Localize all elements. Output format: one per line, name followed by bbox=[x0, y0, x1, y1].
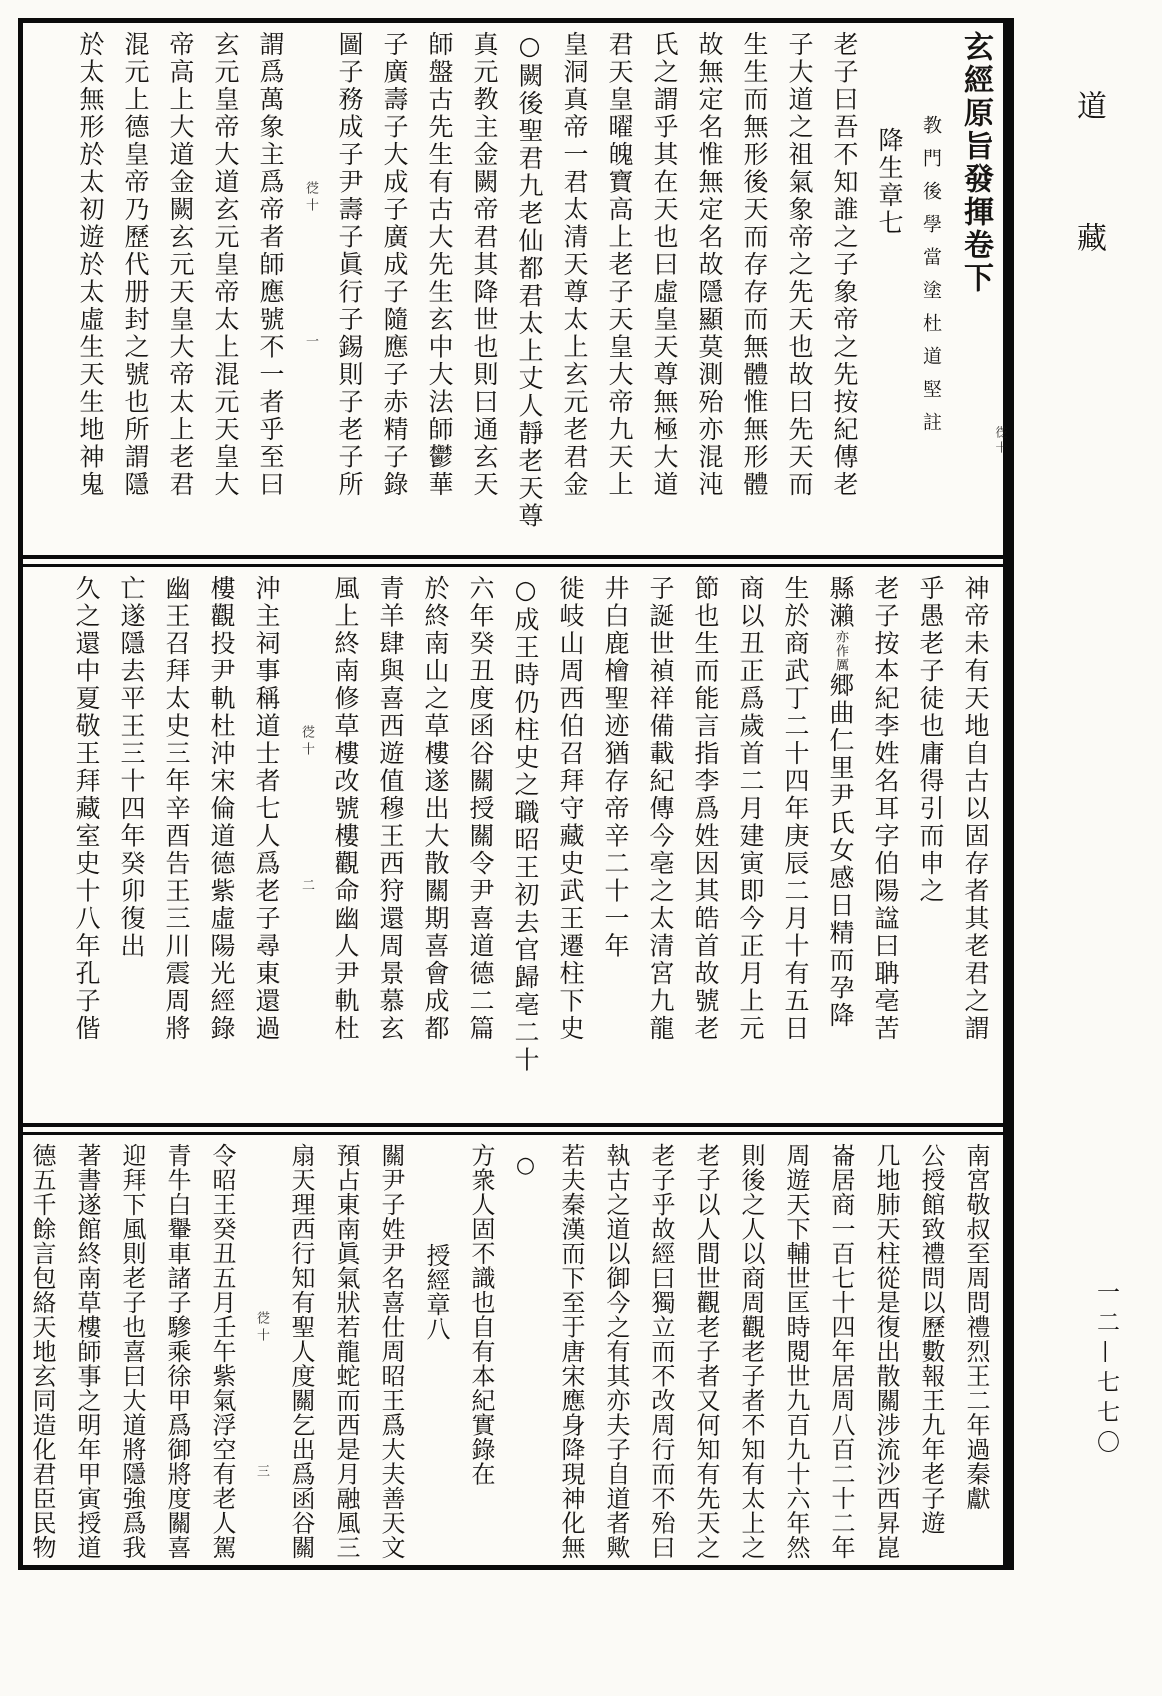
text-column: 青羊肆與喜西遊值穆王西狩還周景慕玄 bbox=[376, 575, 405, 1043]
text-column: ○成王時仍柱史之職昭王初去官歸亳二十 bbox=[511, 575, 540, 1074]
page-frame bbox=[18, 18, 1014, 1570]
text-column: 公授館致禮問以歷數報王九年老子遊 bbox=[917, 1143, 945, 1535]
text-column: 幽王召拜太史三年辛酉告王三川震周將 bbox=[162, 575, 191, 1043]
text-column: 六年癸丑度函谷關授關令尹喜道德二篇 bbox=[466, 575, 495, 1043]
text-column: 沖主祠事稱道士者七人爲老子尋東還過 bbox=[252, 575, 281, 1043]
text-column: 子誕世禎祥備載紀傳今亳之太清宮九龍 bbox=[646, 575, 675, 1043]
text-column: 於太無形於太初遊於太虛生天生地神鬼 bbox=[76, 31, 105, 499]
text-column: 神帝未有天地自古以固存者其老君之謂 bbox=[961, 575, 990, 1043]
folio-marker: 徔十 三 bbox=[254, 1311, 269, 1481]
text-column: 商以丑正爲歲首二月建寅即今正月上元 bbox=[736, 575, 765, 1043]
folio-marker: 徔十 二 bbox=[299, 725, 314, 895]
text-column: 老子以人間世觀老子者又何知有先天之 bbox=[692, 1143, 720, 1560]
text-column: 扇天理西行知有聖人度關乞出爲函谷關 bbox=[287, 1143, 315, 1560]
text-column: 久之還中夏敬王拜藏室史十八年孔子偕 bbox=[72, 575, 101, 1043]
text-column: 若夫秦漢而下至于唐宋應身降現神化無 bbox=[557, 1143, 585, 1560]
chapter-heading: 降生章七 bbox=[875, 127, 904, 237]
text-column: 氏之謂乎其在天也曰虛皇天尊無極大道 bbox=[650, 31, 679, 499]
text-column: 方衆人固不識也自有本紀實錄在 bbox=[467, 1143, 495, 1486]
text-column: 圖子務成子尹壽子眞行子錫則子老子所 bbox=[335, 31, 364, 499]
text-column: 崙居商一百七十四年居周八百二十二年 bbox=[827, 1143, 855, 1560]
text-column: 關尹子姓尹名喜仕周昭王爲大夫善天文 bbox=[377, 1143, 405, 1560]
register-bottom bbox=[23, 1135, 1003, 1565]
text-column bbox=[825, 575, 856, 1119]
chapter-heading: 授經章八 bbox=[422, 1243, 450, 1341]
text-column: 混元上德皇帝乃歷代册封之號也所謂隱 bbox=[121, 31, 150, 499]
text-column: 青牛白轝車諸子驂乘徐甲爲御將度關喜 bbox=[163, 1143, 191, 1560]
text-column: 老子按本紀李姓名耳字伯陽諡曰聃亳苦 bbox=[871, 575, 900, 1043]
band-divider bbox=[23, 1123, 1003, 1135]
text-column: 預占東南眞氣狀若龍蛇而西是月融風三 bbox=[332, 1143, 360, 1560]
section-circle: ○ bbox=[513, 1153, 538, 1179]
text-column: 著書遂館終南草樓師事之明年甲寅授道 bbox=[73, 1143, 101, 1560]
commentator-column: 教門後學當塗杜道堅註 bbox=[920, 115, 942, 445]
text-column: 南宮敬叔至周問禮烈王二年過秦獻 bbox=[962, 1143, 990, 1511]
book-title-column: 玄經原旨發揮卷下 bbox=[958, 31, 993, 295]
text-run: 郷曲仁里尹氏女感日精而孕降 bbox=[826, 672, 855, 1030]
text-column: 老子曰吾不知誰之子象帝之先按紀傳老 bbox=[830, 31, 859, 499]
text-column: 井白鹿檜聖迹猶存帝辛二十一年 bbox=[601, 575, 630, 960]
text-column: 風上終南修草樓改號樓觀命幽人尹軌杜 bbox=[331, 575, 360, 1043]
text-column: 亡遂隱去平王三十四年癸卯復出 bbox=[117, 575, 146, 960]
text-column: 老子乎故經曰獨立而不改周行而不殆曰 bbox=[647, 1143, 675, 1560]
band-divider bbox=[23, 555, 1003, 567]
text-column: 執古之道以御今之有其亦夫子自道者歟 bbox=[602, 1143, 630, 1560]
folio-marker: 徔十 bbox=[994, 426, 1008, 456]
page-number: 一二—七七〇 bbox=[1093, 1280, 1119, 1460]
text-column: 則後之人以商周觀老子者不知有太上之 bbox=[737, 1143, 765, 1560]
folio-marker: 徔十 一 bbox=[303, 181, 318, 351]
text-column: 師盤古先生有古大先生玄中大法師鬱華 bbox=[425, 31, 454, 499]
text-column: 令昭王癸丑五月壬午紫氣浮空有老人駕 bbox=[208, 1143, 236, 1560]
text-column: 子廣壽子大成子廣成子隨應子赤精子錄 bbox=[380, 31, 409, 499]
text-run: 縣瀨 bbox=[826, 575, 855, 630]
text-column: 真元教主金闕帝君其降世也則曰通玄天 bbox=[470, 31, 499, 499]
text-column: 子大道之祖氣象帝之先天也故曰先天而 bbox=[785, 31, 814, 499]
text-column: 徙岐山周西伯召拜守藏史武王遷柱下史 bbox=[556, 575, 585, 1043]
text-column: 帝高上大道金闕玄元天皇大帝太上老君 bbox=[166, 31, 195, 499]
canon-label: 道 藏 bbox=[1071, 90, 1106, 266]
text-column: 乎愚老子徒也庸得引而申之 bbox=[916, 575, 945, 905]
text-column: 皇洞真帝一君太清天尊太上玄元老君金 bbox=[560, 31, 589, 499]
text-column: 君天皇曜魄寶高上老子天皇大帝九天上 bbox=[605, 31, 634, 499]
text-column: 周遊天下輔世匡時閱世九百九十六年然 bbox=[782, 1143, 810, 1560]
text-column: 於終南山之草樓遂出大散關期喜會成都 bbox=[421, 575, 450, 1043]
text-column: 謂爲萬象主爲帝者師應號不一者乎至曰 bbox=[256, 31, 285, 499]
register-top bbox=[23, 23, 1003, 555]
text-column: 生生而無形後天而存存而無體惟無形體 bbox=[740, 31, 769, 499]
register-middle bbox=[23, 567, 1003, 1123]
text-column: 迎拜下風則老子也喜曰大道將隱強爲我 bbox=[118, 1143, 146, 1560]
text-column: 生於商武丁二十四年庚辰二月十有五日 bbox=[781, 575, 810, 1043]
text-column: 故無定名惟無定名故隱顯莫測殆亦混沌 bbox=[695, 31, 724, 499]
text-column: 德五千餘言包絡天地玄同造化君臣民物 bbox=[28, 1143, 56, 1560]
text-column: 玄元皇帝大道玄元皇帝太上混元天皇大 bbox=[211, 31, 240, 499]
text-column: ○闕後聖君九老仙都君太上丈人靜老天尊 bbox=[515, 31, 544, 530]
text-column: 樓觀投尹軌杜沖宋倫道德紫虛陽光經錄 bbox=[207, 575, 236, 1043]
text-column: 節也生而能言指李爲姓因其皓首故號老 bbox=[691, 575, 720, 1043]
text-column: 几地肺天柱從是復出散關涉流沙西昇崑 bbox=[872, 1143, 900, 1560]
variant-note: 亦作厲 bbox=[833, 630, 848, 672]
